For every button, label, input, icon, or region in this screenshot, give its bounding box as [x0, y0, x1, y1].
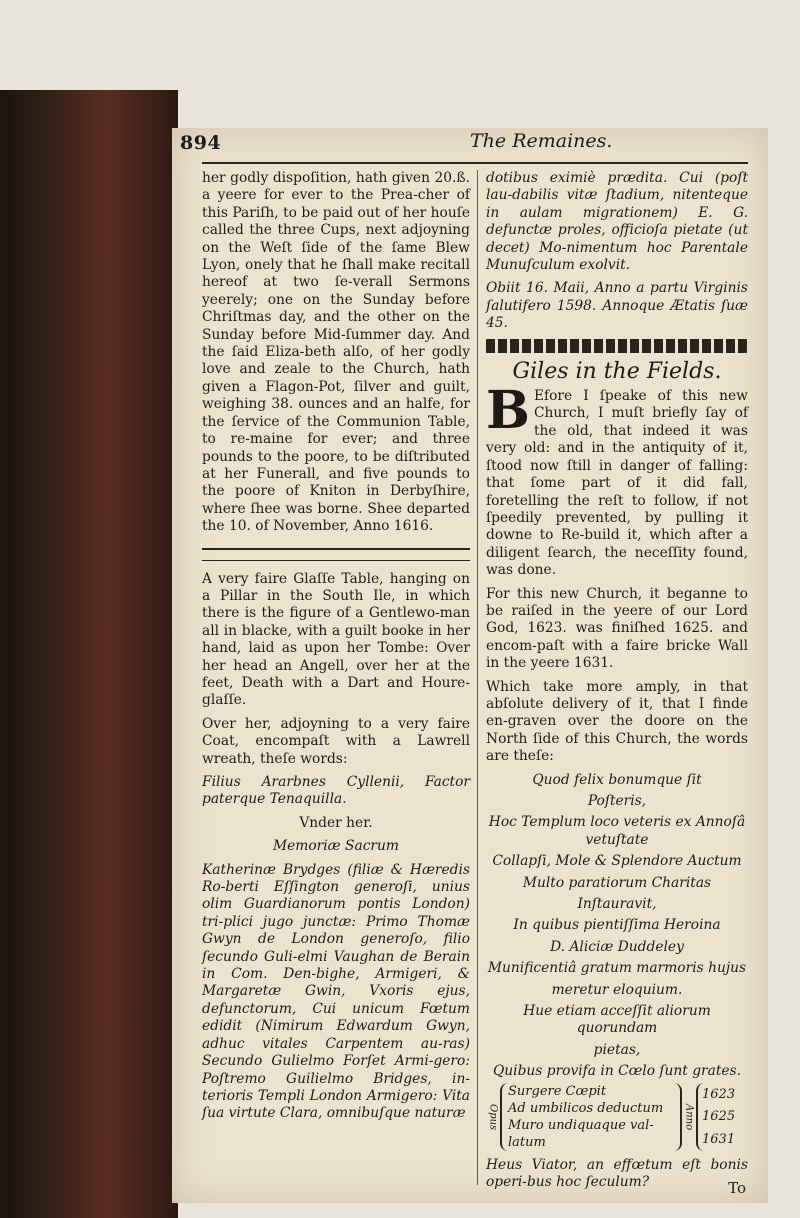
inscription-line-9: Munificentiâ gratum marmoris hujus — [487, 960, 747, 977]
section-rule-thin — [202, 560, 470, 561]
inscription-line-7: In quibus pientiſſima Heroina — [513, 917, 721, 934]
book-page — [172, 128, 768, 1203]
inscription-line-10: meretur eloquium. — [551, 981, 683, 998]
column-divider — [477, 170, 478, 1185]
bracket-phrases — [500, 1083, 682, 1151]
closing-line: Heus Viator, an effœtum eſt bonis operi-bus hoc ſeculum? — [486, 1156, 748, 1191]
bracket-left-label: Opus — [487, 1103, 499, 1130]
page-number: 894 — [180, 132, 222, 154]
year-2: 1625 — [702, 1109, 736, 1125]
building-paragraph: For this new Church, it beganne to be raiſed in the yeere of our Lord God, 1623. was finiſhed 1625. and encom-paſt with a faire bricke Wall in the yeere 1631. — [486, 585, 748, 672]
inscription-line-11: Hue etiam acceſſit aliorum quorundam — [523, 1003, 711, 1037]
section-rule — [202, 548, 470, 550]
inscription-line-8: D. Aliciæ Duddeley — [550, 938, 684, 955]
inscription-line-13: Quibus provifa in Cœlo ſunt grates. — [492, 1063, 742, 1080]
drop-cap: B — [486, 380, 530, 442]
inscription-line-5: Multo paratiorum Charitas — [522, 874, 712, 891]
inscription-line-12: pietas, — [593, 1041, 641, 1058]
right-column — [486, 170, 748, 1198]
section-title: Giles in the Fields. — [512, 358, 722, 384]
inscription-line-3: Hoc Templum loco veteris ex Annoſâ vetuſtate — [488, 814, 746, 848]
inscription-line-4: Collapſi, Mole & Splendore Auctum — [492, 853, 742, 870]
bracket-phrase-2: Ad umbilicos deductum — [508, 1100, 664, 1116]
latin-epitaph: Katherinæ Brydges (filiæ & Hæredis Ro-berti Eſſington generoſi, unius olim Guardianorum pontis London) tri-plici jugo junctæ: Primo Thomæ Gwyn de London generoſo, filio ſecundo Guli-elmi Vaughan de Berain in Com. Den-bighe, Armigeri, & Margaretæ Gwin, Vxoris ejus, defunctorum, Cui unicum Fœtum edidit (Nimirum Edwardum Gwyn, adhuc vitales Carpentem au-ras) Secundo Gulielmo Forſet Armi-gero: Poſtremo Guilielmo Bridges, in-terioris Templi London Armigero: Vita ſua virtute Clara, omnibuſque naturæ — [202, 861, 470, 1122]
book-binding — [0, 90, 178, 1218]
bequest-paragraph: her godly dispoſition, hath given 20.ß. a yeere for ever to the Prea-cher of this Pariſh, to be paid out of her houſe called the three Cups, next adjoyning on the Weſt ſide of the ſame Blew Lyon, onely that he ſhall make recitall hereof at two ſe-verall Sermons yeerely; one on the Sunday before Chriſtmas day, and the other on the Sunday before Mid-ſummer day. And the ſaid Eliza-beth alſo, of her godly love and zeale to the Church, hath given a Flagon-Pot, ſilver and guilt, weighing 38. ounces and an halfe, for the ſervice of the Communion Table, to re-maine for ever; and three pounds to the poore, to be diſtributed at her Funerall, and five pounds to the poore of Kniton in Derbyſhire, where ſhee was borne. Shee departed the 10. of November, Anno 1616. — [202, 170, 470, 535]
running-title: The Remaines. — [470, 130, 613, 152]
year-3: 1631 — [702, 1131, 736, 1147]
coat-paragraph: Over her, adjoyning to a very faire Coat, encompaſt with a Lawrell wreath, theſe words: — [202, 715, 470, 767]
catchword: To — [728, 1179, 746, 1197]
inscription-line-2: Poſteris, — [587, 793, 647, 809]
glass-table-paragraph: A very faire Glaſſe Table, hanging on a Pillar in the South Ile, in which there is the figure of a Gentlewo-man all in blacke, with a guilt booke in her hand, laid as upon her Tombe: Over her head an Angell, over her at the feet, Death with a Dart and Houre-glaſſe. — [202, 570, 470, 709]
ornament-band — [486, 339, 748, 353]
bracket-phrase-4: latum — [508, 1134, 546, 1150]
bracket-right-label: Anno — [683, 1103, 695, 1130]
under-her-label: Vnder her. — [299, 814, 373, 831]
inscription-line-1: Quod felix bonumque ſit — [532, 771, 702, 788]
latin-motto: Filius Ararbnes Cyllenii, Factor paterque Tenaquilla. — [202, 774, 470, 808]
header-rule — [202, 162, 748, 164]
year-1: 1623 — [702, 1086, 736, 1102]
memoriae-heading: Memoriæ Sacrum — [272, 838, 399, 855]
obit-line: Obiit 16. Maii, Anno a partu Virginis ſalutifero 1598. Annoque Ætatis ſuæ 45. — [486, 280, 748, 332]
latin-epitaph-continued: dotibus eximiè prædita. Cui (poſt lau-dabilis vitæ ſtadium, nitenteque in aulam migrationem) E. G. defunctæ proles, officioſa pietate (ut decet) Mo-nimentum hoc Parentale Munuſculum exolvit. — [486, 170, 748, 274]
bracket-phrase-1: Surgere Cœpit — [508, 1083, 607, 1099]
inscription-line-6: Inſtauravit, — [577, 896, 657, 913]
church-intro-text: Efore I ſpeake of this new Church, I muſt briefly ſay of the old, that indeed it was very old: and in the antiquity of it, ſtood now ſtill in danger of falling: that ſome part of it did fall, foretelling the reſt to follow, if not ſpeedily prevented, by pulling it downe to Re-build it, which after a diligent ſearch, the neceſſity found, was done. — [486, 388, 748, 579]
dates-bracket — [486, 1083, 748, 1151]
bracket-years — [696, 1083, 748, 1151]
bracket-phrase-3: Muro undiquaque val- — [508, 1117, 654, 1133]
left-column — [202, 170, 470, 1129]
inscription-intro: Which take more amply, in that abſolute delivery of it, that I finde en-graven over the doore on the North ſide of this Church, the words are theſe: — [486, 678, 748, 765]
church-intro-paragraph — [486, 380, 748, 579]
